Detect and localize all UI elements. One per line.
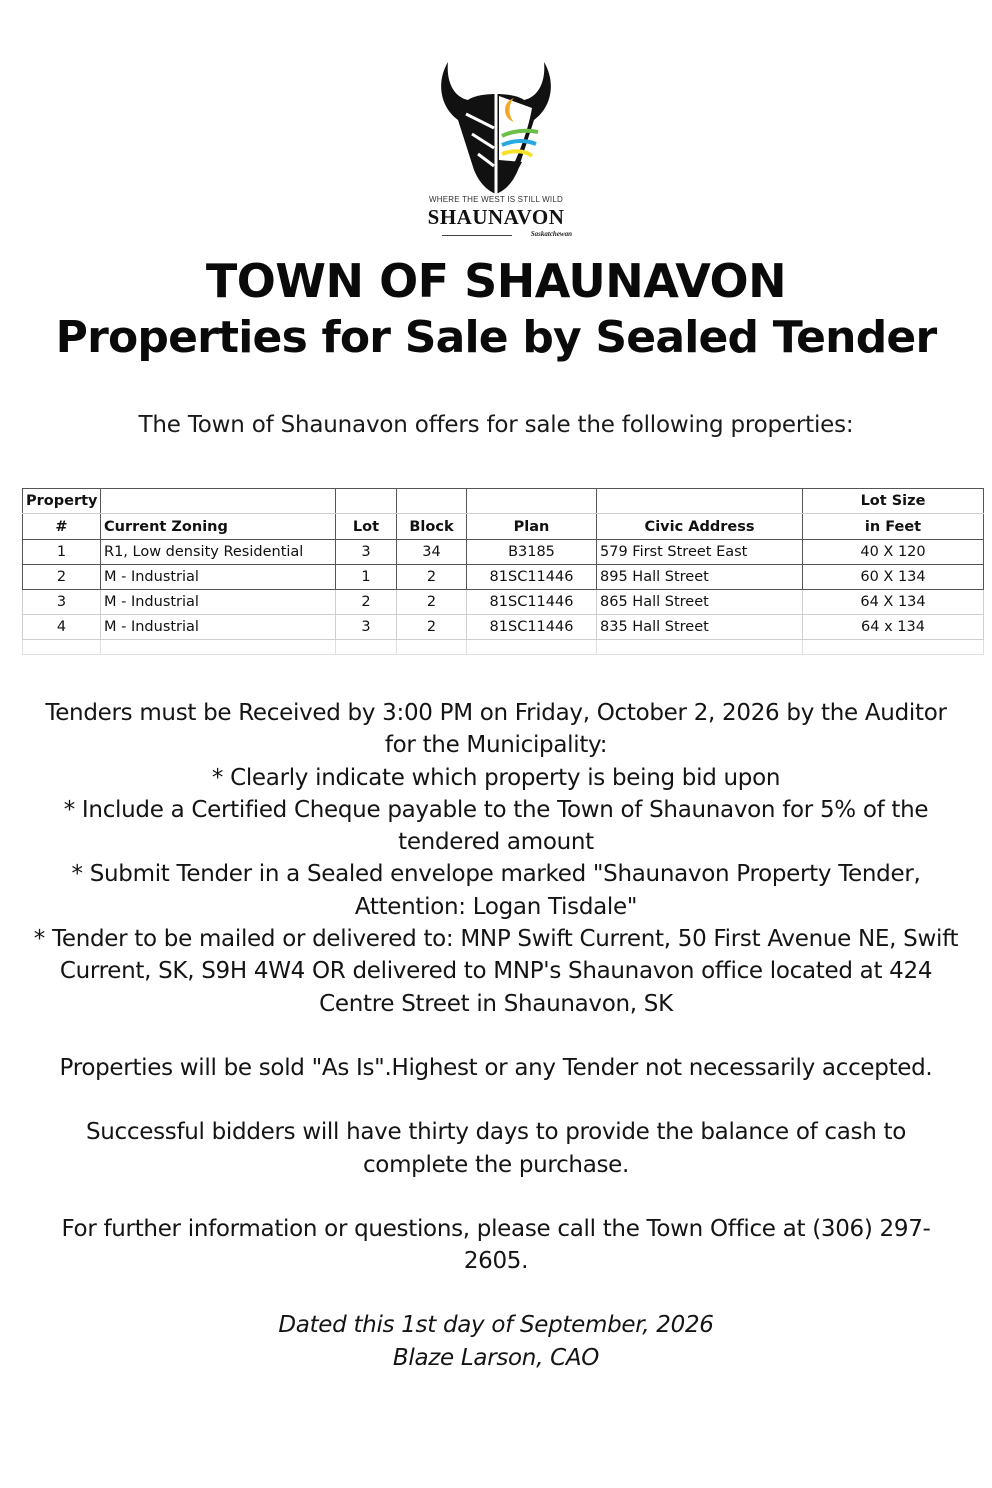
table-header-row <box>23 514 984 540</box>
page-subtitle: Properties for Sale by Sealed Tender <box>55 312 937 363</box>
cell-size: 40 X 120 <box>803 540 984 565</box>
cell-plan: 81SC11446 <box>467 615 597 640</box>
logo-tagline: WHERE THE WEST IS STILL WILD <box>429 195 563 204</box>
cell-zoning: M - Industrial <box>101 565 336 590</box>
header-zoning: Current Zoning <box>101 514 336 540</box>
cell-number: 2 <box>23 565 101 590</box>
signature-text: Blaze Larson, CAO <box>392 1344 600 1371</box>
cell-size: 64 X 134 <box>803 590 984 615</box>
logo-rule <box>442 235 512 236</box>
header-block: Block <box>397 514 467 540</box>
cell-plan: 81SC11446 <box>467 565 597 590</box>
cell-size: 64 x 134 <box>803 615 984 640</box>
bison-skull-icon <box>396 52 596 197</box>
cell-lot: 3 <box>336 540 397 565</box>
header-plan: Plan <box>467 514 597 540</box>
instruction-item: * Clearly indicate which property is being bid upon <box>211 764 781 791</box>
cell-address: 895 Hall Street <box>597 565 803 590</box>
header-lot: Lot <box>336 514 397 540</box>
successful-bidders-text: Successful bidders will have thirty days to provide the balance of cash to complete the purchase. <box>85 1119 907 1178</box>
cell-block: 2 <box>397 590 467 615</box>
table-row-empty <box>23 640 984 655</box>
header-address: Civic Address <box>597 514 803 540</box>
cell-number: 3 <box>23 590 101 615</box>
cell-block: 34 <box>397 540 467 565</box>
instruction-item: * Include a Certified Cheque payable to the Town of Shaunavon for 5% of the tendered amount <box>63 796 929 856</box>
cell-zoning: R1, Low density Residential <box>101 540 336 565</box>
cell-address: 835 Hall Street <box>597 615 803 640</box>
cell-zoning: M - Industrial <box>101 590 336 615</box>
cell-plan: B3185 <box>467 540 597 565</box>
table-row <box>23 540 984 565</box>
cell-address: 579 First Street East <box>597 540 803 565</box>
town-logo <box>396 52 596 242</box>
cell-lot: 1 <box>336 565 397 590</box>
header-lot-size: Lot Size <box>803 489 984 514</box>
table-row <box>23 615 984 640</box>
cell-address: 865 Hall Street <box>597 590 803 615</box>
as-is-text: Properties will be sold "As Is".Highest or any Tender not necessarily accepted. <box>59 1054 933 1081</box>
cell-lot: 2 <box>336 590 397 615</box>
page-title: TOWN OF SHAUNAVON <box>205 254 787 308</box>
cell-number: 1 <box>23 540 101 565</box>
instruction-item: * Submit Tender in a Sealed envelope marked "Shaunavon Property Tender, Attention: Logan Tisdale" <box>71 861 921 920</box>
cell-block: 2 <box>397 565 467 590</box>
properties-table <box>22 488 984 655</box>
contact-text: For further information or questions, please call the Town Office at (306) 297-2605. <box>61 1215 931 1275</box>
cell-lot: 3 <box>336 615 397 640</box>
deadline-text: Tenders must be Received by 3:00 PM on Friday, October 2, 2026 by the Auditor for the Municipality: <box>45 700 947 759</box>
header-size: in Feet <box>803 514 984 540</box>
cell-block: 2 <box>397 615 467 640</box>
cell-number: 4 <box>23 615 101 640</box>
cell-zoning: M - Industrial <box>101 615 336 640</box>
tender-details <box>30 697 962 1374</box>
header-number: # <box>23 514 101 540</box>
instruction-item: * Tender to be mailed or delivered to: MNP Swift Current, 50 First Avenue NE, Swift Current, SK, S9H 4W4 OR delivered to MNP's Shaunavon office located at 424 Centre Street in Shaunavon, SK <box>33 926 959 1017</box>
table-row <box>23 565 984 590</box>
table-header-row <box>23 489 984 514</box>
cell-plan: 81SC11446 <box>467 590 597 615</box>
table-row <box>23 590 984 615</box>
logo-province: Saskatchewan <box>530 230 572 238</box>
header-property: Property <box>23 489 101 514</box>
intro-text: The Town of Shaunavon offers for sale the following properties: <box>138 412 854 438</box>
logo-name: SHAUNAVON <box>427 205 565 229</box>
dated-text: Dated this 1st day of September, 2026 <box>278 1312 714 1339</box>
cell-size: 60 X 134 <box>803 565 984 590</box>
